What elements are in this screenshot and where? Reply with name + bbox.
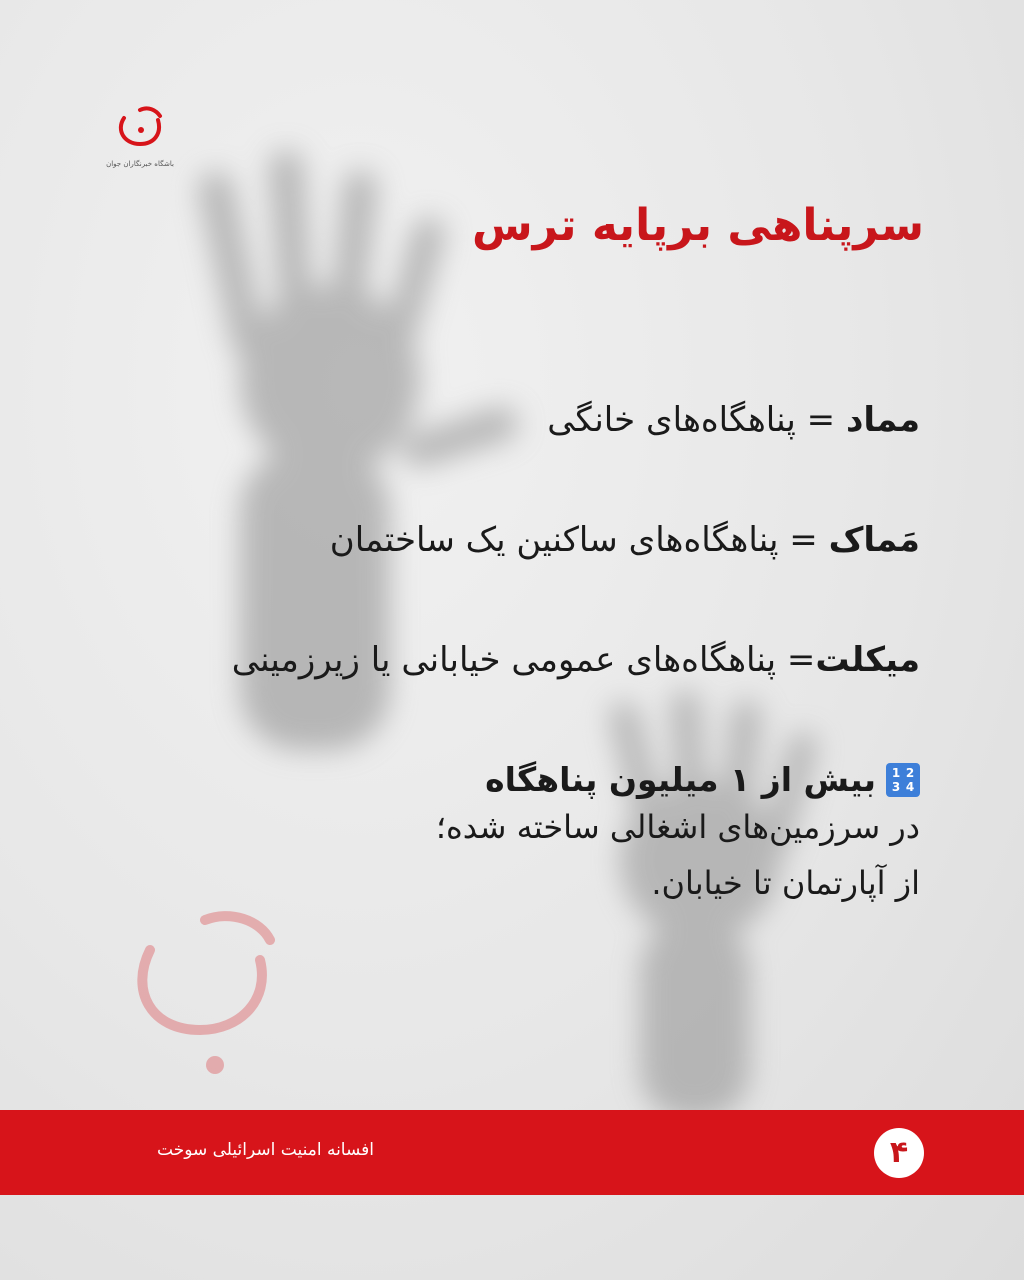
definition-term: مماد	[845, 400, 920, 440]
series-title: افسانه امنیت اسرائیلی سوخت	[157, 1140, 374, 1160]
definition-separator: =	[795, 400, 846, 440]
stat-line-2: از آپارتمان تا خیابان.	[651, 864, 920, 902]
stat-headline: بیش از ۱ میلیون پناهگاه	[485, 760, 876, 799]
definition-item	[120, 398, 920, 442]
definition-desc: پناهگاه‌های عمومی خیابانی یا زیرزمینی	[231, 640, 777, 680]
definition-desc: پناهگاه‌های خانگی	[547, 400, 796, 440]
footer-bar	[0, 1110, 1024, 1195]
stat-block	[120, 760, 920, 911]
definition-separator: =	[778, 520, 829, 560]
definition-desc: پناهگاه‌های ساکنین یک ساختمان	[329, 520, 779, 560]
stat-headline-row	[120, 760, 920, 799]
brand-logo	[90, 100, 190, 168]
page-number-badge: ۴	[874, 1128, 924, 1178]
page-title: سرپناهی برپایه ترس	[471, 200, 924, 251]
logo-mark-icon	[110, 100, 170, 150]
logo-caption: باشگاه خبرنگاران جوان	[106, 160, 174, 168]
definition-term: میکلت	[815, 640, 920, 680]
definition-item	[120, 518, 920, 562]
definition-separator: =	[776, 640, 816, 680]
stat-line-1: در سرزمین‌های اشغالی ساخته شده؛	[435, 808, 920, 846]
definition-item	[120, 638, 920, 682]
number-input-icon: 1 2 3 4	[886, 763, 920, 797]
definition-term: مَماک	[828, 520, 920, 560]
